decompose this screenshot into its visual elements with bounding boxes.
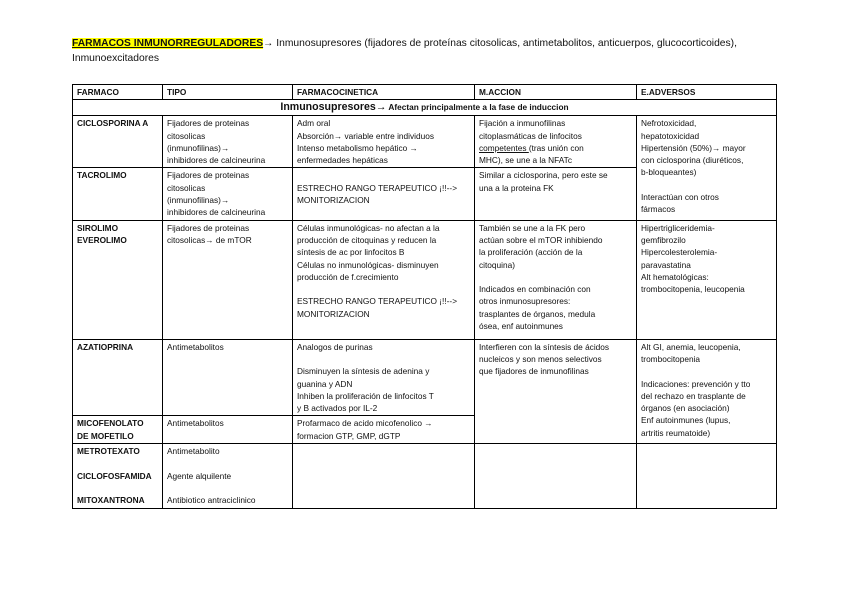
cell-line: Nefrotoxicidad,	[641, 118, 697, 129]
header-rest: → Inmunosupresores (fijadores de proteínas citosolicas, antimetabolitos, anticuerpos, glucocorticoides),	[263, 38, 737, 49]
cell-line: Inhiben la proliferación de linfocitos T	[297, 390, 434, 401]
col-header-eadversos: E.ADVERSOS	[637, 85, 777, 100]
eadversos-cell	[637, 116, 777, 220]
cell-line: citoplasmáticas de linfocitos	[479, 130, 582, 141]
cell-line: Hipertrigliceridemia-	[641, 222, 715, 233]
table-header-row	[73, 85, 777, 100]
cell-line: Profarmaco de acido micofenolico →	[297, 418, 433, 429]
cell-line: fármacos	[641, 204, 676, 215]
cell-line: Similar a ciclosporina, pero este se	[479, 170, 608, 181]
spacer	[77, 482, 158, 494]
cell-line: producción de citoquinas y reducen la	[297, 234, 437, 245]
cell-line: (inmunofilinas)→	[167, 195, 230, 206]
cell-line: citosolicas	[167, 130, 206, 141]
section-title: Inmunosupresores→	[280, 101, 387, 114]
cell-line: citosolicas	[167, 182, 206, 193]
drug-name: TACROLIMO	[73, 168, 163, 220]
cell-line: Células no inmunológicas- disminuyen	[297, 259, 439, 270]
eadversos-cell	[637, 444, 777, 508]
cell-line: inhibidores de calcineurina	[167, 207, 266, 218]
cell-line: Interfieren con la síntesis de ácidos	[479, 341, 610, 352]
spacer	[167, 457, 288, 469]
cell-line: con ciclosporina (diuréticos,	[641, 155, 744, 166]
cell-line: Absorción→ variable entre individuos	[297, 130, 434, 141]
drug-name: METROTEXATO	[77, 446, 140, 457]
cell-line: Intenso metabolismo hepático →	[297, 142, 418, 153]
table-row	[73, 116, 777, 168]
cell-line: Antimetabolito	[167, 446, 220, 457]
farmacocinetica-cell	[293, 168, 475, 220]
spacer	[479, 271, 632, 283]
cell-line: Alt GI, anemia, leucopenia,	[641, 341, 741, 352]
cell-line: MONITORIZACION	[297, 195, 370, 206]
cell-line: Analogos de purinas	[297, 341, 373, 352]
cell-line: Células inmunológicas- no afectan a la	[297, 222, 440, 233]
col-header-farmacocinetica: FARMACOCINETICA	[293, 85, 475, 100]
cell-line: Hipercolesterolemia-	[641, 247, 718, 258]
cell-line: Enf autoinmunes (lupus,	[641, 415, 731, 426]
cell-line: trasplantes de órganos, medula	[479, 308, 596, 319]
cell-line: síntesis de ac por linfocitos B	[297, 247, 405, 258]
cell-line: Fijadores de proteinas	[167, 170, 250, 181]
spacer	[167, 482, 288, 494]
drug-name: MITOXANTRONA	[77, 495, 145, 506]
farmacocinetica-cell	[293, 116, 475, 168]
drug-name: EVEROLIMO	[77, 234, 127, 245]
tipo-cell	[163, 444, 293, 508]
drug-name: CICLOSPORINA A	[73, 116, 163, 168]
cell-line: guanina y ADN	[297, 378, 353, 389]
drug-table	[72, 84, 777, 509]
farmacocinetica-cell	[293, 339, 475, 416]
cell-line: nucleicos y son menos selectivos	[479, 353, 602, 364]
table-row	[73, 444, 777, 508]
cell-line: MONITORIZACION	[297, 308, 370, 319]
cell-line: b-bloqueantes)	[641, 167, 697, 178]
cell-line: Indicaciones: prevención y tto	[641, 378, 751, 389]
cell-line: artritis reumatoide)	[641, 427, 711, 438]
cell-line: Adm oral	[297, 118, 331, 129]
cell-line: ósea, enf autoinmunes	[479, 321, 563, 332]
cell-line: actúan sobre el mTOR inhibiendo	[479, 234, 603, 245]
cell-line: (inmunofilinas)→	[167, 142, 230, 153]
cell-line: inhibidores de calcineurina	[167, 155, 266, 166]
cell-line: Fijadores de proteinas	[167, 222, 250, 233]
spacer	[641, 179, 772, 191]
cell-line: Alt hematológicas:	[641, 271, 709, 282]
cell-line: formacion GTP, GMP, dGTP	[297, 430, 401, 441]
cell-line: citoquina)	[479, 259, 515, 270]
drug-name: DE MOFETILO	[77, 430, 134, 441]
spacer	[77, 457, 158, 469]
spacer	[297, 353, 470, 365]
cell-line: hepatotoxicidad	[641, 130, 700, 141]
cell-line: Fijación a inmunofilinas	[479, 118, 566, 129]
cell-line: ESTRECHO RANGO TERAPEUTICO ¡!!-->	[297, 182, 458, 193]
cell-line: paravastatina	[641, 259, 691, 270]
cell-line: Agente alquilente	[167, 470, 232, 481]
farmacocinetica-cell	[293, 220, 475, 339]
section-row	[73, 100, 777, 116]
tipo-cell	[163, 220, 293, 339]
cell-line: MHC), se une a la NFATc	[479, 155, 572, 166]
highlighted-title: FARMACOS INMUNORREGULADORES	[72, 38, 264, 49]
document-header	[72, 36, 792, 66]
table-row	[73, 220, 777, 339]
section-subtitle: Afectan principalmente a la fase de induccion	[386, 102, 569, 113]
cell-line: Fijadores de proteinas	[167, 118, 250, 129]
table-row	[73, 339, 777, 416]
tipo-cell: Antimetabolitos	[163, 416, 293, 444]
cell-line: producción de f.crecimiento	[297, 271, 399, 282]
cell-line: la proliferación (acción de la	[479, 247, 583, 258]
cell-line: y B activados por IL-2	[297, 403, 378, 414]
cell-line: Indicados en combinación con	[479, 284, 591, 295]
maccion-cell	[475, 116, 637, 168]
cell-line: Interactúan con otros	[641, 192, 719, 203]
cell-line: que fijadores de inmunofilinas	[479, 366, 589, 377]
col-header-tipo: TIPO	[163, 85, 293, 100]
cell-line: Antibiotico antraciclinico	[167, 495, 256, 506]
cell-line: trombocitopenia, leucopenia	[641, 284, 745, 295]
cell-line: enfermedades hepáticas	[297, 155, 388, 166]
cell-line: También se une a la FK pero	[479, 222, 586, 233]
cell-line: una a la proteina FK	[479, 182, 554, 193]
cell-line: trombocitopenia	[641, 353, 701, 364]
drug-name-cell	[73, 220, 163, 339]
spacer	[297, 283, 470, 295]
spacer	[641, 365, 772, 377]
cell-line: otros inmunosupresores:	[479, 296, 571, 307]
maccion-cell	[475, 339, 637, 443]
drug-name-cell	[73, 416, 163, 444]
maccion-cell	[475, 444, 637, 508]
tipo-cell: Antimetabolitos	[163, 339, 293, 416]
drug-name: SIROLIMO	[77, 222, 119, 233]
drug-name: MICOFENOLATO	[77, 418, 144, 429]
tipo-cell	[163, 116, 293, 168]
header-line2: Inmunoexcitadores	[72, 53, 160, 64]
cell-line: órganos (en asociación)	[641, 403, 730, 414]
cell-line: Hipertensión (50%)→ mayor	[641, 142, 746, 153]
tipo-cell	[163, 168, 293, 220]
maccion-cell	[475, 168, 637, 220]
farmacocinetica-cell	[293, 416, 475, 444]
drug-name: AZATIOPRINA	[73, 339, 163, 416]
drug-name: CICLOFOSFAMIDA	[77, 470, 152, 481]
section-title-cell	[73, 100, 777, 116]
col-header-maccion: M.ACCION	[475, 85, 637, 100]
cell-line: del rechazo en trasplante de	[641, 390, 746, 401]
cell-line: Disminuyen la síntesis de adenina y	[297, 366, 430, 377]
underlined-text: competentes	[479, 142, 529, 153]
cell-line	[479, 142, 632, 154]
cell-line: ESTRECHO RANGO TERAPEUTICO ¡!!-->	[297, 296, 458, 307]
eadversos-cell	[637, 339, 777, 443]
maccion-cell	[475, 220, 637, 339]
cell-line: gemfibrozilo	[641, 234, 686, 245]
drug-name-cell	[73, 444, 163, 508]
farmacocinetica-cell	[293, 444, 475, 508]
spacer	[297, 169, 470, 181]
eadversos-cell	[637, 220, 777, 339]
col-header-farmaco: FARMACO	[73, 85, 163, 100]
cell-text: (tras unión con	[528, 142, 584, 153]
cell-line: citosolicas→ de mTOR	[167, 234, 252, 245]
